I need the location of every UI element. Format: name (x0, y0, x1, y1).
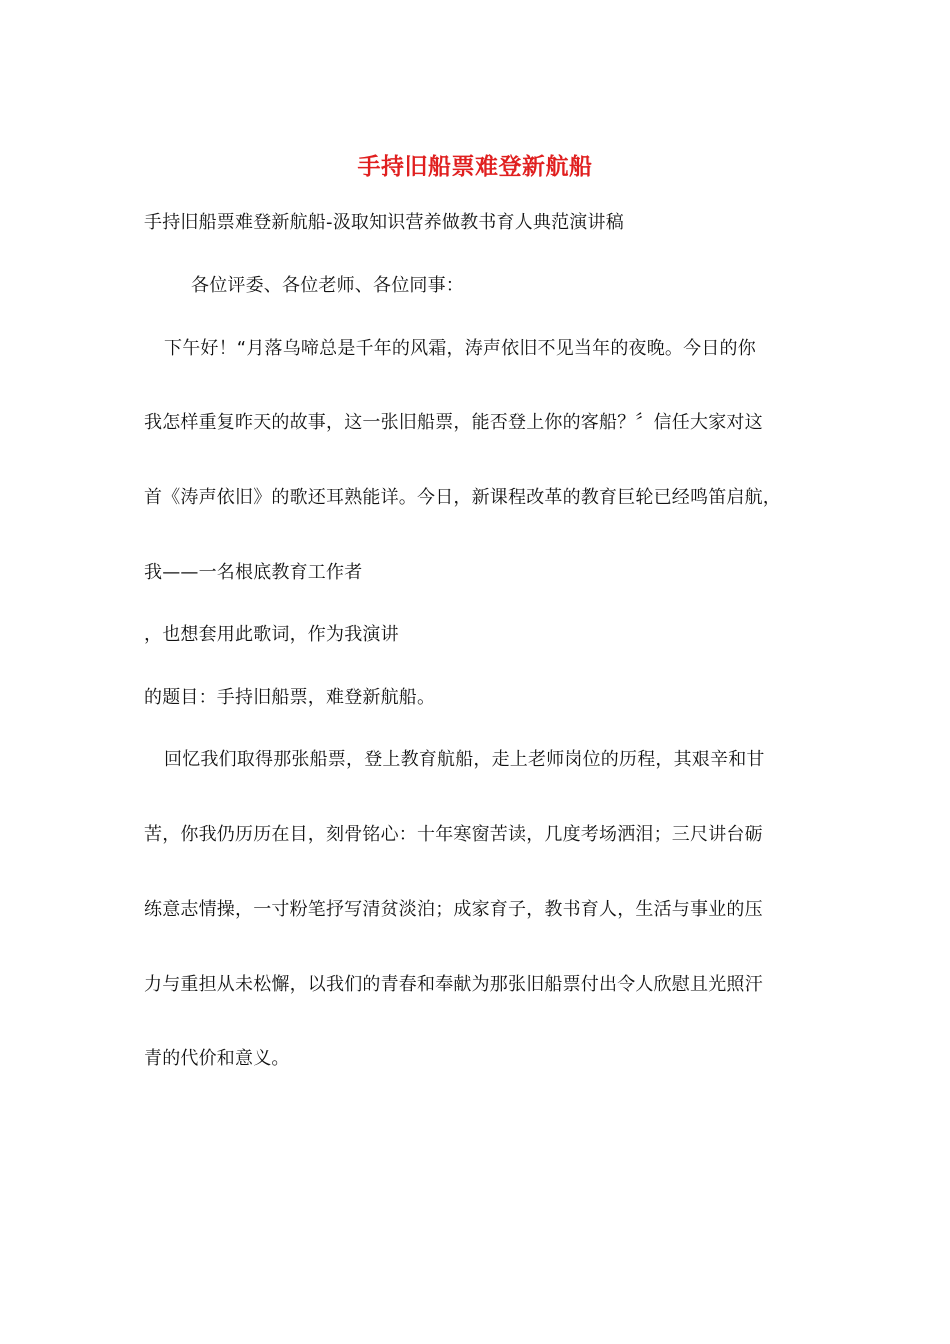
paragraph1-line3: 首《涛声依旧》的歌还耳熟能详。今日，新课程改革的教育巨轮已经鸣笛启航， (144, 487, 781, 508)
paragraph2-line1: 回忆我们取得那张船票，登上教育航船，走上老师岗位的历程，其艰辛和甘 (164, 749, 765, 770)
paragraph2-line4: 力与重担从未松懈，以我们的青春和奉献为那张旧船票付出令人欣慰且光照汗 (144, 974, 763, 995)
paragraph1-line1: 下午好！“月落乌啼总是千年的风霜，涛声依旧不见当年的夜晚。今日的你 (164, 338, 756, 359)
paragraph2-line5: 青的代价和意义。 (144, 1048, 290, 1069)
paragraph2-line3: 练意志情操，一寸粉笔抒写清贫淡泊；成家育子，教书育人，生活与事业的压 (144, 899, 763, 920)
paragraph2-line2: 苦，你我仍历历在目，刻骨铭心：十年寒窗苦读，几度考场洒泪；三尺讲台砺 (144, 824, 763, 845)
paragraph1-line2: 我怎样重复昨天的故事，这一张旧船票，能否登上你的客船？〞信任大家对这 (144, 412, 763, 433)
document-title: 手持旧船票难登新航船 (357, 154, 593, 180)
paragraph1-line5: ，也想套用此歌词，作为我演讲 (144, 624, 399, 645)
greeting-line: 各位评委、各位老师、各位同事： (191, 275, 464, 296)
paragraph1-line6: 的题目：手持旧船票，难登新航船。 (144, 687, 436, 708)
paragraph1-line4: 我——一名根底教育工作者 (144, 562, 363, 583)
document-subtitle: 手持旧船票难登新航船-汲取知识营养做教书育人典范演讲稿 (144, 212, 624, 233)
